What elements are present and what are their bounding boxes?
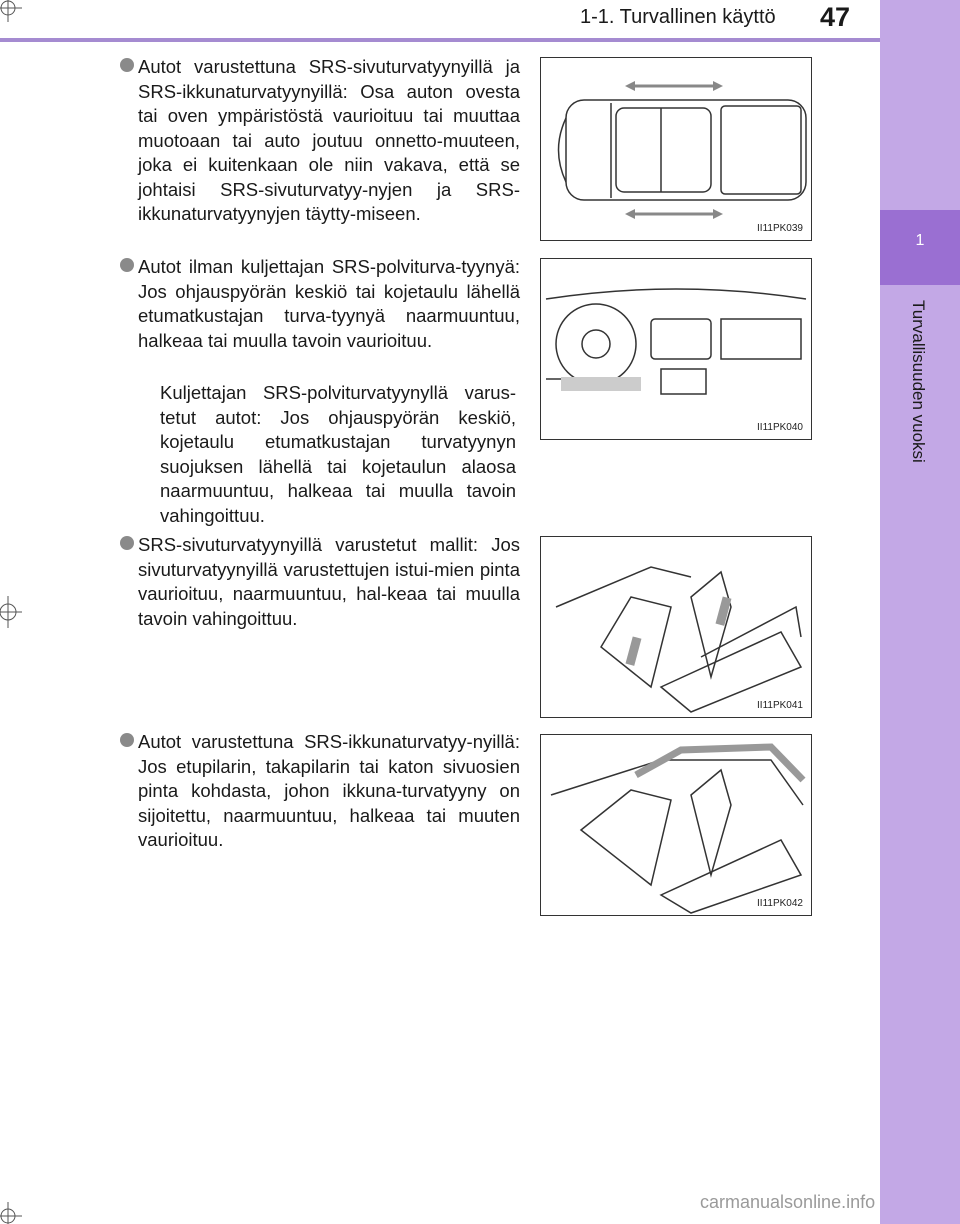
section-title: 1-1. Turvallinen käyttö bbox=[580, 6, 776, 28]
list-item bbox=[138, 255, 520, 353]
figure-car-top-view bbox=[540, 57, 812, 241]
figure-curtain-airbag bbox=[540, 734, 812, 916]
curtain-airbag-illustration bbox=[541, 735, 811, 915]
item-extra-text: Kuljettajan SRS-polviturvatyynyllä varus-tetut autot: Jos ohjauspyörän keskiö, kojetaulu etumatkustajan turvatyynyn suojuksen lähellä tai kojetaulun alaosa naarmuuntuu, halkeaa tai muulla tavoin vahingoittuu. bbox=[160, 382, 516, 526]
item-text: Autot ilman kuljettajan SRS-polviturva-tyynyä: Jos ohjauspyörän keskiö tai kojetaulu lähellä etumatkustajan turva-tyynyä naarmuuntuu, halkeaa tai muulla tavoin vaurioituu. bbox=[138, 256, 520, 351]
figure-seats bbox=[540, 536, 812, 718]
figure-dashboard bbox=[540, 258, 812, 440]
bullet-icon bbox=[120, 58, 134, 72]
figure-code: II11PK039 bbox=[757, 223, 803, 234]
list-item-extra bbox=[160, 381, 516, 528]
header-rule bbox=[0, 38, 880, 42]
item-text: Autot varustettuna SRS-sivuturvatyynyillä ja SRS-ikkunaturvatyynyillä: Osa auton ovesta tai oven ympäristöstä vaurioituu tai muuttaa muotoaan tai auto joutuu onnetto-muuteen, joka ei kuitenkaan ole niin vakava, että se johtaisi SRS-sivuturvatyy-nyjen ja SRS-ikkunaturvatyynyjen täytty-miseen. bbox=[138, 56, 520, 224]
item-text: Autot varustettuna SRS-ikkunaturvatyy-nyillä: Jos etupilarin, takapilarin tai katon sivuosien pinta kohdasta, johon ikkuna-turvatyyny on sijoitettu, naarmuuntuu, halkeaa tai muuten vaurioituu. bbox=[138, 731, 520, 850]
list-item bbox=[138, 533, 520, 631]
figure-code: II11PK041 bbox=[757, 700, 803, 711]
watermark: carmanualsonline.info bbox=[700, 1192, 876, 1212]
chapter-label: Turvallisuuden vuoksi bbox=[909, 300, 928, 463]
car-top-view-illustration bbox=[541, 58, 811, 240]
item-text: SRS-sivuturvatyynyillä varustetut mallit: Jos sivuturvatyynyillä varustettujen istui-mien pinta vaurioituu, naarmuuntuu, hal-keaa tai muulla tavoin vahingoittuu. bbox=[138, 534, 520, 629]
dashboard-illustration bbox=[541, 259, 811, 439]
list-item bbox=[138, 55, 520, 227]
side-band bbox=[880, 0, 960, 1224]
bullet-icon bbox=[120, 258, 134, 272]
figure-code: II11PK040 bbox=[757, 422, 803, 433]
figure-code: II11PK042 bbox=[757, 898, 803, 909]
bullet-icon bbox=[120, 733, 134, 747]
bullet-icon bbox=[120, 536, 134, 550]
seats-illustration bbox=[541, 537, 811, 717]
page-number: 47 bbox=[820, 2, 851, 32]
chapter-number: 1 bbox=[915, 232, 925, 249]
list-item bbox=[138, 730, 520, 853]
